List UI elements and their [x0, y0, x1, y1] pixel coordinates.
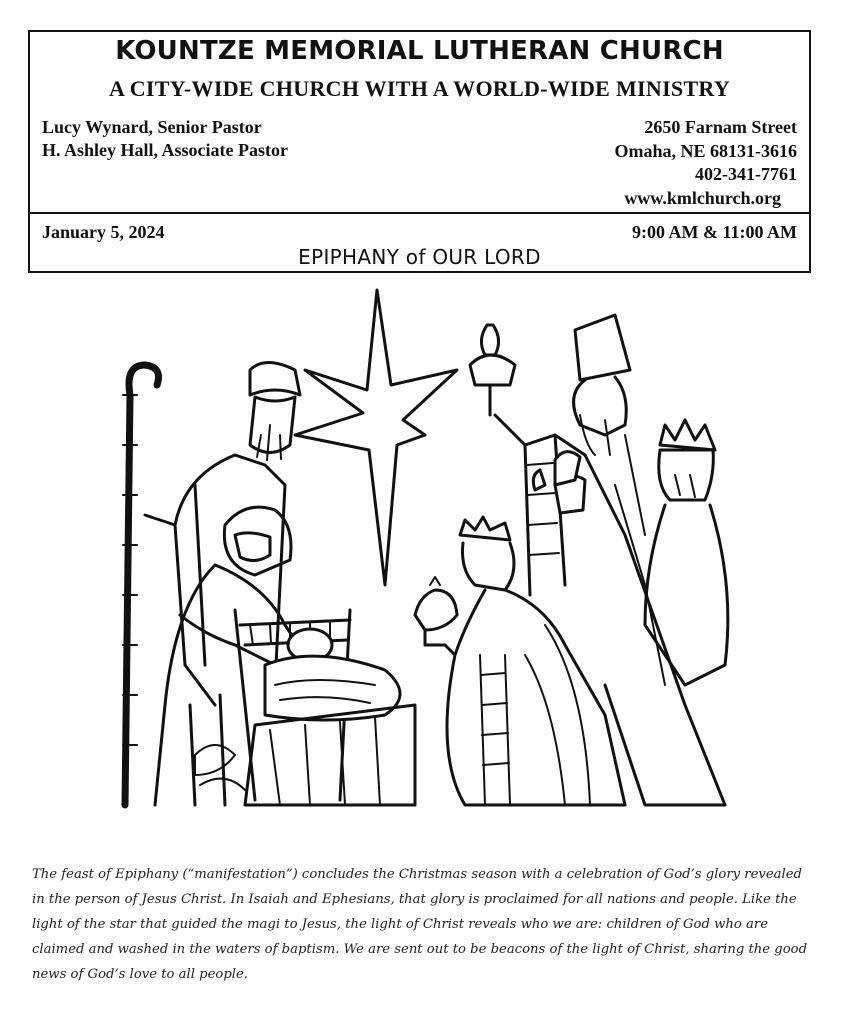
header-divider [30, 212, 809, 214]
manger-with-infant-icon [195, 610, 415, 805]
church-name: KOUNTZE MEMORIAL LUTHERAN CHURCH [115, 36, 724, 66]
church-tagline: A CITY-WIDE CHURCH WITH A WORLD-WIDE MINISTRY [108, 76, 731, 101]
star-of-bethlehem-icon [295, 290, 457, 585]
phone-number: 402-341-7761 [695, 164, 797, 184]
city-state-zip: Omaha, NE 68131-3616 [614, 140, 797, 161]
service-times: 9:00 AM & 11:00 AM [632, 222, 797, 242]
shepherd-figure-icon [123, 363, 300, 806]
service-date: January 5, 2024 [42, 222, 165, 242]
pastor-list [42, 116, 288, 162]
epiphany-description: The feast of Epiphany (“manifestation”) concludes the Christmas season with a celebration of God’s glory revealed in the person of Jesus Christ. In Isaiah and Ephesians, that glory is proclaimed for all nations and people. Like the light of the star that guided the magi to Jesus, the light of Christ reveals who we are: children of God who are claimed and washed in the waters of baptism. We are sent out to be beacons of the light of Christ, sharing the good news of God’s love to all people. [32, 867, 808, 982]
associate-pastor: H. Ashley Hall, Associate Pastor [42, 140, 288, 160]
kneeling-magus-figure-icon [415, 452, 625, 805]
header-box [28, 30, 811, 273]
feast-title: EPIPHANY of OUR LORD [298, 245, 541, 269]
church-address [614, 116, 797, 210]
crowned-magus-figure-icon [645, 420, 728, 685]
website-link[interactable]: www.kmlchurch.org [624, 187, 781, 208]
street-address: 2650 Farnam Street [644, 117, 797, 137]
nativity-illustration [85, 285, 765, 830]
senior-pastor: Lucy Wynard, Senior Pastor [42, 117, 262, 137]
